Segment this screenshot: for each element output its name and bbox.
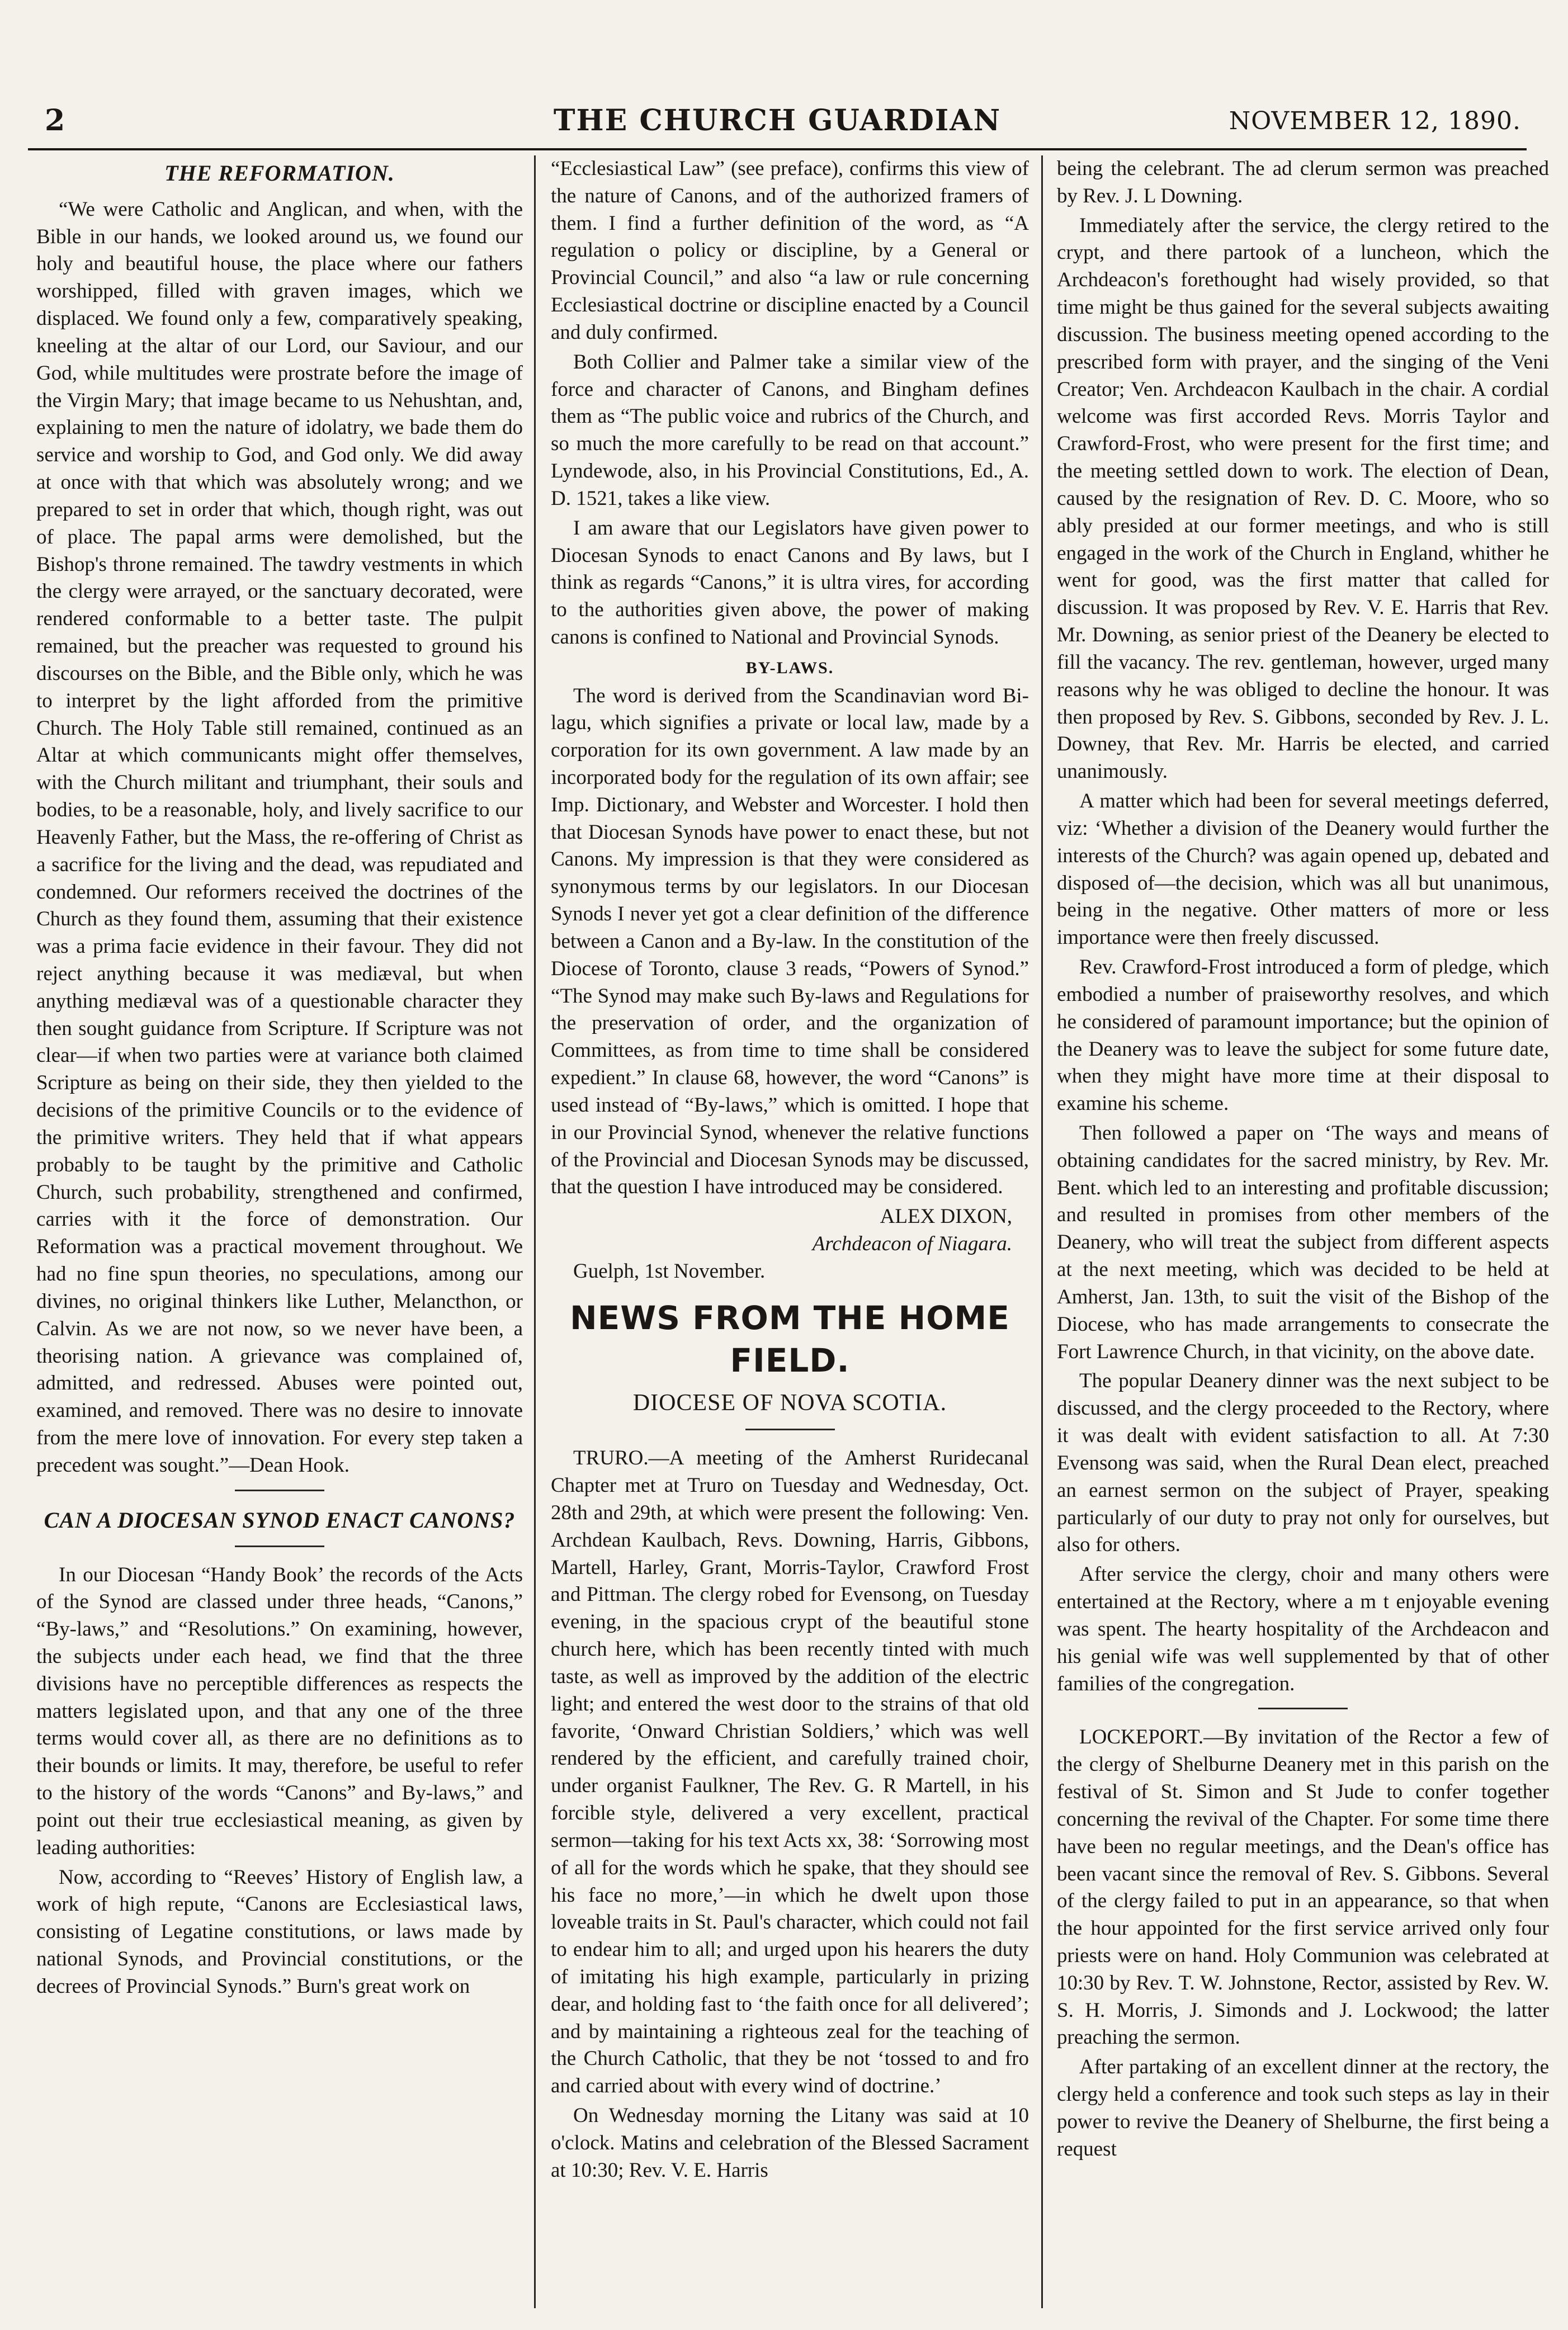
article-paragraph: Now, according to “Reeves’ History of English law, a work of high repute, “Canons are Ecclesiastical laws, consisting of Legatine constitutions, or laws made by national Synods, and Provincial constitutions, or the decrees of Provincial Synods.” Burn's great work on (36, 1865, 523, 1998)
article-paragraph: Then followed a paper on ‘The ways and means of obtaining candidates for the sacred ministry, by Rev. Mr. Bent. which led to an interesting and profitable discussion; and resulted in promises from other members of the Deanery, who will treat the subject from different aspects at the next meeting, which was decided to be held at Amherst, Jan. 13th, to suit the visit of the Bishop of the Diocese, who has made arrangements to consecrate the Fort Lawrence Church, in that vicinity, on the above date. (1057, 1121, 1549, 1363)
newspaper-title: THE CHURCH GUARDIAN (553, 103, 1002, 138)
section-divider (1258, 1708, 1348, 1709)
author-title: Archdeacon of Niagara. (812, 1232, 1012, 1256)
article-paragraph: After partaking of an excellent dinner at the rectory, the clergy held a conference and took such steps as lay in their power to revive the Deanery of Shelburne, the first being a request (1057, 2055, 1549, 2161)
section-divider (235, 1546, 324, 1547)
column-2 (551, 155, 1029, 2308)
article-paragraph: Both Collier and Palmer take a similar view of the force and character of Canons, and Bingham defines them as “The public voice and rubrics of the Church, and so much the more carefully to be read on that account.” Lyndewode, also, in his Provincial Constitutions, Ed., A. D. 1521, takes a like view. (551, 350, 1029, 510)
column-rule (1041, 155, 1043, 2308)
section-divider (745, 1429, 835, 1430)
article-paragraph: In our Diocesan “Handy Book’ the records of the Acts of the Synod are classed under three heads, “Canons,” “By-laws,” and “Resolutions.” On examining, however, the subjects under each head, we find that the three divisions have no perceptible differences as respects the matters legislated upon, and that any one of the three terms would cover all, as there are no definitions as to their bounds or limits. It may, therefore, be useful to refer to the history of the words “Canons” and By-laws,” and point out their true ecclesiastical meaning, as given by leading authorities: (36, 1563, 523, 1859)
article-paragraph: “Ecclesiastical Law” (see preface), confirms this view of the nature of Canons, and of the authorized framers of them. I find a further definition of the word, as “A regulation o policy or discipline, by a General or Provincial Council,” and also “a law or rule concerning Ecclesiastical doctrine or discipline enacted by a Council and duly confirmed. (551, 157, 1029, 344)
article-paragraph: I am aware that our Legislators have given power to Diocesan Synods to enact Canons and By laws, but I think as regards “Canons,” it is ultra vires, for according to the authorities given above, the power of making canons is confined to National and Provincial Synods. (551, 516, 1029, 649)
article-paragraph: being the celebrant. The ad clerum sermon was preached by Rev. J. L Downing. (1057, 157, 1549, 207)
article-title-synod: CAN A DIOCESAN SYNOD ENACT CANONS? (44, 1507, 516, 1533)
article-paragraph: The word is derived from the Scandinavian word Bi-lagu, which signifies a private or local law, made by a corporation for its own government. A law made by an incorporated body for the regulation of its own affair; see Imp. Dictionary, and Webster and Worcester. I hold then that Diocesan Synods have power to enact these, but not Canons. My impression is that they were considered as synonymous terms by our legislators. In our Diocesan Synods I never yet got a clear definition of the difference between a Canon and a By-law. In the constitution of the Diocese of Toronto, clause 3 reads, “Powers of Synod.” “The Synod may make such By-laws and Regulations for the preservation of order, and the organization of Committees, as from time to time shall be considered expedient.” In clause 68, however, the word “Canons” is used instead of “By-laws,” which is omitted. I hope that in our Provincial Synod, whenever the relative functions of the Provincial and Diocesan Synods may be discussed, that the question I have introduced may be considered. (551, 684, 1029, 1199)
page-header (28, 103, 1527, 150)
diocese-heading: DIOCESE OF NOVA SCOTIA. (632, 1390, 947, 1416)
article-paragraph: Rev. Crawford-Frost introduced a form of pledge, which embodied a number of praiseworthy resolves, and which he considered of paramount importance; but the opinion of the Deanery was to leave the subject for some future date, when they might have more time at their disposal to examine his scheme. (1057, 956, 1549, 1116)
column-rule (534, 155, 536, 2308)
section-heading-news: NEWS FROM THE HOME FIELD. (570, 1298, 1010, 1380)
issue-date: NOVEMBER 12, 1890. (1229, 107, 1521, 135)
subheading-bylaws: BY-LAWS. (745, 658, 834, 677)
column-3 (1057, 155, 1549, 2308)
author-signature: ALEX DIXON, (880, 1205, 1012, 1228)
dateline: Guelph, 1st November. (573, 1259, 766, 1283)
page-number: 2 (45, 103, 65, 138)
article-title-reformation: THE REFORMATION. (164, 160, 395, 186)
article-paragraph: TRURO.—A meeting of the Amherst Ruridecanal Chapter met at Truro on Tuesday and Wednesday, Oct. 28th and 29th, at which were present the following: Ven. Archdean Kaulbach, Revs. Downing, Harris, Gibbons, Martell, Harley, Grant, Morris-Taylor, Crawford Frost and Pittman. The clergy robed for Evensong, on Tuesday evening, in the spacious crypt of the beautiful stone church here, which has been recently tinted with much taste, as well as improved by the addition of the electric light; and entered the west door to the strains of that old favorite, ‘Onward Christian Soldiers,’ which was well rendered by the efficient, and carefully trained choir, under organist Faulkner, The Rev. G. R Martell, in his forcible style, delivered a very excellent, practical sermon—taking for his text Acts xx, 38: ‘Sorrowing most of all for the words which he spake, that they should see his face no more,’—in which he dwelt upon those loveable traits in St. Paul's character, which could not fail to endear him to all; and urged upon his hearers the duty of imitating his high example, particularly in prizing dear, and holding fast to ‘the faith once for all delivered’; and by maintaining a righteous zeal for the teaching of the Church Catholic, that they be not ‘tossed to and fro and carried about with every wind of doctrine.’ (551, 1447, 1029, 2098)
article-paragraph: After service the clergy, choir and many others were entertained at the Rectory, where a m t enjoyable evening was spent. The hearty hospitality of the Archdeacon and his genial wife was well supplemented by that of other families of the congregation. (1057, 1563, 1549, 1695)
article-paragraph: A matter which had been for several meetings deferred, viz: ‘Whether a division of the Deanery would further the interests of the Church? was again opened up, debated and disposed of—the decision, which was all but unanimous, being in the negative. Other matters of more or less importance were then freely discussed. (1057, 790, 1549, 949)
article-paragraph: Immediately after the service, the clergy retired to the crypt, and there partook of a luncheon, which the Archdeacon's forethought had wisely provided, so that time might be thus gained for the several subjects awaiting discussion. The business meeting opened according to the prescribed form with prayer, and the singing of the Veni Creator; Ven. Archdeacon Kaulbach in the chair. A cordial welcome was first accorded Revs. Morris Taylor and Crawford-Frost, who were present for the first time; and the meeting settled down to work. The election of Dean, caused by the resignation of Rev. D. C. Moore, who so ably presided at our former meetings, and who is still engaged in the work of the Church in England, whither he went for good, was the first matter that called for discussion. It was proposed by Rev. V. E. Harris that Rev. Mr. Downing, as senior priest of the Deanery be elected to fill the vacancy. The rev. gentleman, however, urged many reasons why he was obliged to decline the honour. It was then proposed by Rev. S. Gibbons, seconded by Rev. J. L. Downey, that Rev. Mr. Harris be elected, and carried unanimously. (1057, 214, 1549, 783)
article-body-reformation: “We were Catholic and Anglican, and when, with the Bible in our hands, we looked around us, we found our holy and beautiful house, the place where our fathers worshipped, filled with graven images, which we displaced. We found only a few, comparatively speaking, kneeling at the altar of our Lord, our Saviour, and our God, while multitudes were prostrate before the image of the Virgin Mary; that image became to us Nehushtan, and, explaining to men the nature of idolatry, we bade them do service and worship to God, and God only. We did away at once with that which was absolutely wrong; and we prepared to set in order that which, though right, was out of place. The papal arms were demolished, but the Bishop's throne remained. The tawdry vestments in which the clergy were arrayed, or the sanctuary decorated, were rendered conformable to a better taste. The pulpit remained, but the preacher was requested to ground his discourses on the Bible, and the Bible only, which he was to interpret by the light afforded from the primitive Church. The Holy Table still remained, continued as an Altar at which communicants might offer themselves, with the Church militant and triumphant, their souls and bodies, to be a reasonable, holy, and lively sacrifice to our Heavenly Father, but the Mass, the re-offering of Christ as a sacrifice for the living and the dead, was repudiated and condemned. Our reformers received the doctrines of the Church as they found them, assuming that their existence was a prima facie evidence in their favour. They did not reject anything because it was mediæval, but when anything mediæval was of a questionable character they then sought guidance from Scripture. If Scripture was not clear—if when two parties were at variance both claimed Scripture as being on their side, they then yielded to the decisions of the primitive Councils or to the evidence of the primitive writers. They held that if what appears probably to be taught by the primitive and Catholic Church, such probability, strengthened and confirmed, carries with it the force of demonstration. Our Reformation was a practical movement throughout. We had no fine spun theories, no speculations, among our divines, no original thinkers like Luther, Melancthon, or Calvin. As we are not now, so we never have been, a theorising nation. A grievance was complained of, admitted, and redressed. Abuses were pointed out, examined, and removed. There was no desire to innovate from the mere love of innovation. For every step taken a precedent was sought.”—Dean Hook. (36, 197, 523, 1477)
article-paragraph: The popular Deanery dinner was the next subject to be discussed, and the clergy proceeded to the Rectory, where it was dealt with evident satisfaction to all. At 7:30 Evensong was said, when the Rural Dean elect, preached an earnest sermon on the subject of Prayer, speaking particularly of our duty to pray not only for ourselves, but also for others. (1057, 1369, 1549, 1557)
article-paragraph: LOCKEPORT.—By invitation of the Rector a few of the clergy of Shelburne Deanery met in this parish on the festival of St. Simon and St Jude to confer together concerning the revival of the Chapter. For some time there have been no regular meetings, and the Dean's office has been vacant since the removal of Rev. S. Gibbons. Several of the clergy failed to put in an appearance, so that when the hour appointed for the first service arrived only four priests were on hand. Holy Communion was celebrated at 10:30 by Rev. T. W. Johnstone, Rector, assisted by Rev. W. S. H. Morris, J. Simonds and J. Lockwood; the latter preaching the sermon. (1057, 1726, 1549, 2049)
article-paragraph: On Wednesday morning the Litany was said at 10 o'clock. Matins and celebration of the Blessed Sacrament at 10:30; Rev. V. E. Harris (551, 2104, 1029, 2182)
column-1 (36, 155, 523, 2308)
section-divider (235, 1490, 324, 1491)
